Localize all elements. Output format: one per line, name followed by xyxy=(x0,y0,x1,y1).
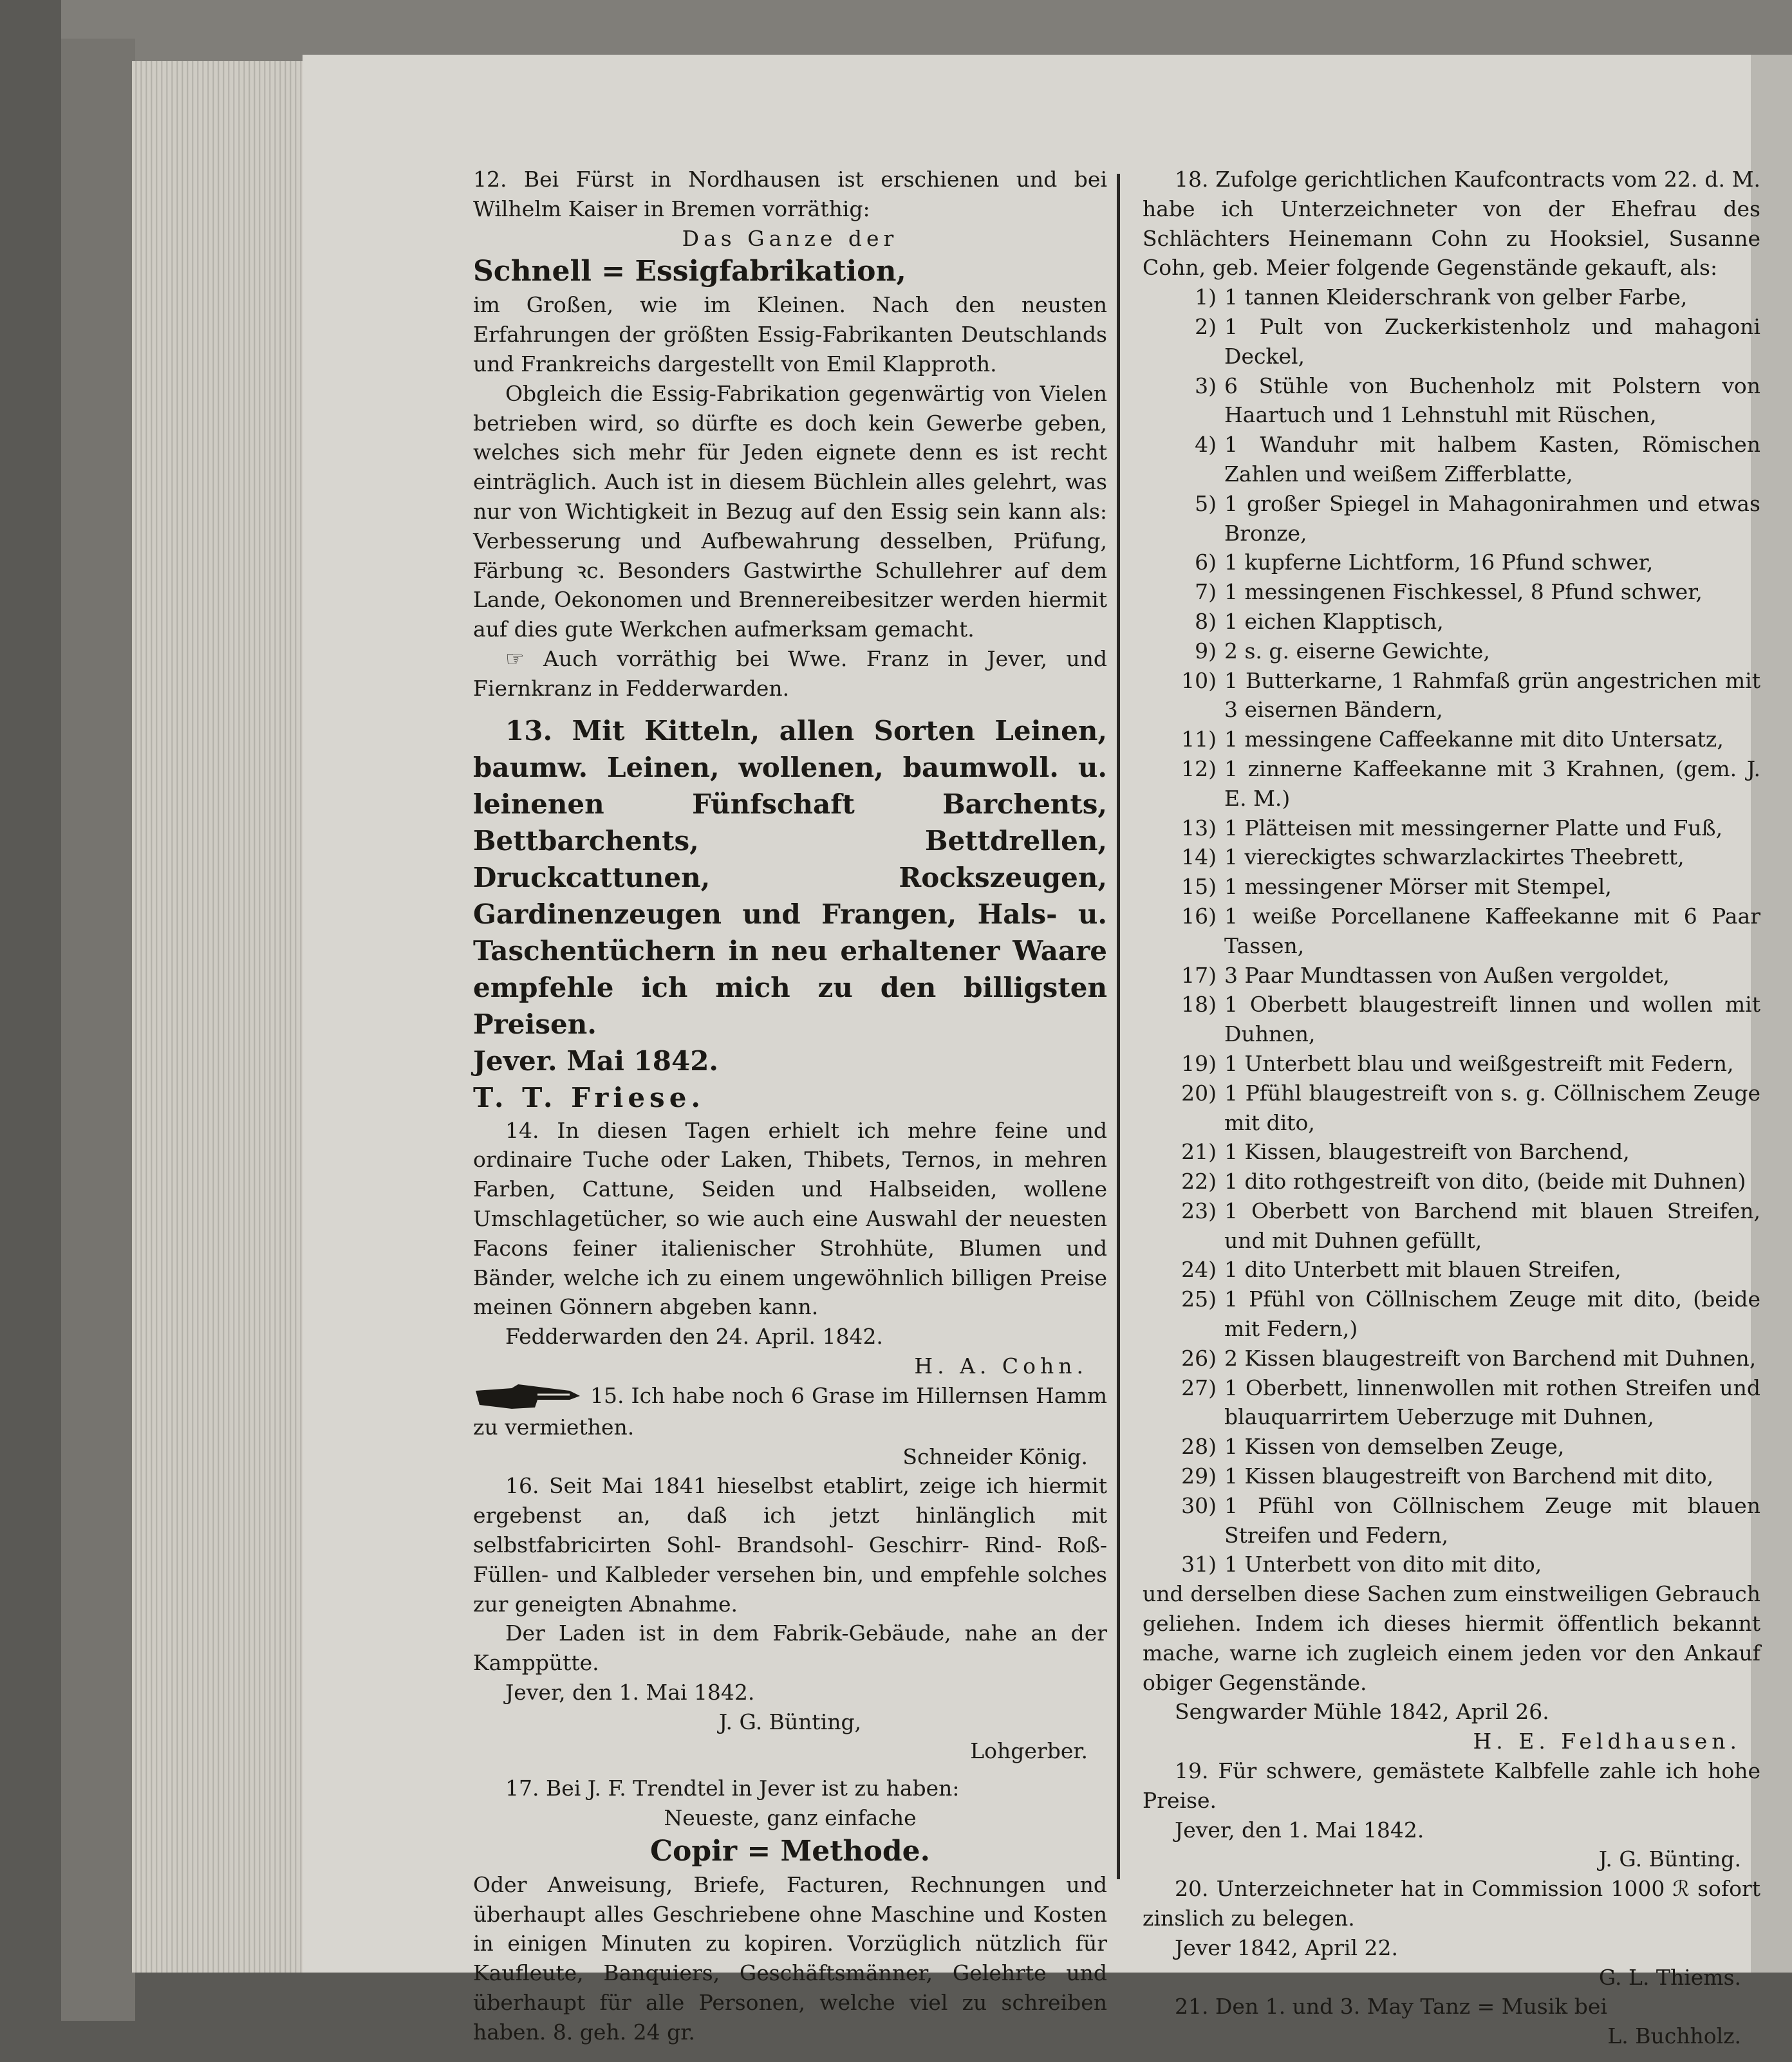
item-number: 13) xyxy=(1181,815,1217,841)
item-number: 23) xyxy=(1181,1198,1217,1223)
ad-16-signature: J. G. Bünting, xyxy=(718,1709,862,1734)
ad-16-role: Lohgerber. xyxy=(970,1738,1088,1764)
item-number: 2) xyxy=(1195,313,1217,339)
item-text: 1 eichen Klapptisch, xyxy=(1224,608,1444,634)
item-text: 1 weiße Porcellanene Kaffeekanne mit 6 Paar Tassen, xyxy=(1224,903,1760,958)
item-number: 14) xyxy=(1181,844,1217,870)
list-item xyxy=(1143,990,1760,1049)
list-item xyxy=(1143,1432,1760,1462)
ad-18-place: Sengwarder Mühle 1842, April 26. xyxy=(1175,1699,1549,1725)
ad-17-body: Oder Anweisung, Briefe, Facturen, Rechnungen und überhaupt alles Geschriebene ohne Maschine und Kosten in einigen Minuten zu kopiren. Vorzüglich nützlich für Kaufleute, Banquiers, Geschäftsmänner, Gelehrte und überhaupt für alle Personen, welche viel zu schreiben haben. 8. geh. 24 gr. xyxy=(473,1872,1107,2045)
item-text: 3 Paar Mundtassen von Außen vergoldet, xyxy=(1224,962,1670,988)
page-edges xyxy=(132,61,306,1973)
item-number: 26) xyxy=(1181,1345,1217,1371)
item-number: 4) xyxy=(1195,432,1217,458)
list-item xyxy=(1143,636,1760,666)
item-text: 6 Stühle von Buchenholz mit Polstern von Haartuch und 1 Lehnstuhl mit Rüschen, xyxy=(1224,373,1760,428)
item-number: 24) xyxy=(1181,1257,1217,1283)
ad-16-place: Jever, den 1. Mai 1842. xyxy=(505,1679,755,1705)
ad-13-place: Jever. Mai 1842. xyxy=(473,1045,719,1077)
ad-15-text: 15. Ich habe noch 6 Grase im Hillernsen Hamm zu vermiethen. xyxy=(473,1382,1107,1440)
ad-15-body xyxy=(473,1381,1107,1442)
ad-12-body-2: Obgleich die Essig-Fabrikation gegenwärtig von Vielen betrieben wird, so dürfte es doch kein Gewerbe geben, welches sich mehr für Jeden eignete denn es ist recht einträglich. Auch ist in diesem Büchlein alles gelehrt, was nur von Wichtigkeit in Bezug auf den Essig sein kann als: Verbesserung und Aufbewahrung desselben, Prüfung, Färbung ꝛc. Besonders Gastwirthe Schullehrer auf dem Lande, Oekonomen und Brennereibesitzer werden hiermit auf dies gute Werkchen aufmerksam gemacht. xyxy=(473,380,1107,642)
item-number: 6) xyxy=(1195,550,1217,575)
ad-16-body: 16. Seit Mai 1841 hieselbst etablirt, zeige ich hiermit ergebenst an, daß ich jetzt hinlänglich mit selbstfabricirten Sohl- Brandsohl- Geschirr- Rind- Roß- Füllen- und Kalbleder versehen bin, und empfehle solches zur geneigten Abnahme. xyxy=(473,1473,1107,1617)
item-text: 1 Butterkarne, 1 Rahmfaß grün angestrichen mit 3 eisernen Bändern, xyxy=(1224,667,1760,723)
ad-20-place: Jever 1842, April 22. xyxy=(1175,1935,1398,1960)
list-item xyxy=(1143,371,1760,431)
ad-12-body: im Großen, wie im Kleinen. Nach den neusten Erfahrungen der größten Essig-Fabrikanten Deutschlands und Frankreichs dargestellt von Emil Klapproth. xyxy=(473,292,1107,376)
item-text: 1 messingenen Fischkessel, 8 Pfund schwer, xyxy=(1224,579,1703,605)
item-number: 11) xyxy=(1181,727,1217,752)
item-text: 1 Kissen, blaugestreift von Barchend, xyxy=(1224,1139,1630,1165)
item-text: 1 messingener Mörser mit Stempel, xyxy=(1224,874,1612,900)
item-number: 22) xyxy=(1181,1169,1217,1194)
ad-19-signature: J. G. Bünting. xyxy=(1598,1846,1741,1872)
item-number: 21) xyxy=(1181,1139,1217,1165)
ad-15-signature: Schneider König. xyxy=(902,1444,1088,1469)
item-text: 1 zinnerne Kaffeekanne mit 3 Krahnen, (gem. J. E. M.) xyxy=(1224,756,1760,811)
list-item xyxy=(1143,1462,1760,1491)
item-number: 20) xyxy=(1181,1080,1217,1106)
list-item xyxy=(1143,961,1760,990)
right-column xyxy=(1143,165,1760,2051)
item-number: 29) xyxy=(1181,1463,1217,1489)
ad-14-place: Fedderwarden den 24. April. 1842. xyxy=(505,1324,883,1350)
ad-12-note: ☞ Auch vorräthig bei Wwe. Franz in Jever, und Fiernkranz in Fedderwarden. xyxy=(473,646,1107,701)
item-number: 7) xyxy=(1195,579,1217,605)
ad-17-title: Copir = Methode. xyxy=(650,1834,930,1868)
ad-21-signature: L. Buchholz. xyxy=(1607,2023,1741,2049)
ad-18-outro: und derselben diese Sachen zum einstweiligen Gebrauch geliehen. Indem ich dieses hiermit öffentlich bekannt mache, warne ich zugleich einem jeden vor den Ankauf obiger Gegenstände. xyxy=(1143,1581,1760,1695)
item-text: 1 messingene Caffeekanne mit dito Untersatz, xyxy=(1224,727,1724,752)
item-number: 30) xyxy=(1181,1492,1217,1518)
item-number: 27) xyxy=(1181,1375,1217,1400)
ad-18-signature: H. E. Feldhausen. xyxy=(1473,1729,1741,1754)
list-item xyxy=(1143,725,1760,754)
item-number: 9) xyxy=(1195,638,1217,664)
list-item xyxy=(1143,1196,1760,1256)
ad-14-body: 14. In diesen Tagen erhielt ich mehre feine und ordinaire Tuche oder Laken, Thibets, Ternos, in mehren Farben, Cattune, Seiden und Halbseiden, wollene Umschlagetücher, so wie auch eine Auswahl der neuesten Facons feiner italienischer Strohhüte, Blumen und Bänder, welche ich zu einem ungewöhnlich billigen Preise meinen Gönnern abgeben kann. xyxy=(473,1117,1107,1320)
item-text: 1 dito rothgestreift von dito, (beide mit Duhnen) xyxy=(1224,1169,1746,1194)
list-item xyxy=(1143,489,1760,548)
ad-13-signature: T. T. Friese. xyxy=(473,1081,705,1113)
list-item xyxy=(1143,1255,1760,1285)
ad-21-body: 21. Den 1. und 3. May Tanz = Musik bei xyxy=(1175,1994,1607,2020)
list-item xyxy=(1143,1167,1760,1196)
list-item xyxy=(1143,1550,1760,1579)
item-text: 1 Kissen von demselben Zeuge, xyxy=(1224,1434,1565,1460)
left-column xyxy=(473,165,1107,2047)
item-text: 1 Pult von Zuckerkistenholz und mahagoni Deckel, xyxy=(1224,313,1760,369)
item-number: 5) xyxy=(1195,490,1217,516)
item-text: 1 viereckigtes schwarzlackirtes Theebrett, xyxy=(1224,844,1685,870)
item-text: 1 Pfühl von Cöllnischem Zeuge mit blauen Streifen und Federn, xyxy=(1224,1492,1760,1548)
ad-17-line: Neueste, ganz einfache xyxy=(664,1805,917,1831)
list-item xyxy=(1143,1491,1760,1550)
item-number: 8) xyxy=(1195,608,1217,634)
ad-12-title: Schnell = Essigfabrikation, xyxy=(473,255,906,288)
ad-17-intro: 17. Bei J. F. Trendtel in Jever ist zu haben: xyxy=(505,1776,960,1801)
ad-12-intro: 12. Bei Fürst in Nordhausen ist erschienen und bei Wilhelm Kaiser in Bremen vorräthig: xyxy=(473,167,1107,221)
item-text: 1 dito Unterbett mit blauen Streifen, xyxy=(1224,1257,1621,1283)
item-number: 12) xyxy=(1181,756,1217,781)
item-number: 19) xyxy=(1181,1050,1217,1076)
item-text: 1 Unterbett blau und weißgestreift mit Federn, xyxy=(1224,1050,1734,1076)
item-number: 16) xyxy=(1181,903,1217,929)
item-text: 1 Unterbett von dito mit dito, xyxy=(1224,1552,1542,1577)
list-item xyxy=(1143,577,1760,607)
book-cover-spine xyxy=(61,39,135,2021)
item-text: 1 Pfühl von Cöllnischem Zeuge mit dito, (beide mit Federn,) xyxy=(1224,1286,1760,1342)
item-text: 1 Oberbett, linnenwollen mit rothen Streifen und blauquarrirtem Ueberzuge mit Duhnen, xyxy=(1224,1375,1760,1430)
item-list xyxy=(1143,283,1760,1579)
item-number: 25) xyxy=(1181,1286,1217,1312)
ad-20-signature: G. L. Thiems. xyxy=(1598,1964,1741,1990)
list-item xyxy=(1143,872,1760,902)
ad-19-place: Jever, den 1. Mai 1842. xyxy=(1175,1817,1424,1843)
item-number: 10) xyxy=(1181,667,1217,693)
ad-12-line: Das Ganze der xyxy=(682,225,899,251)
list-item xyxy=(1143,607,1760,636)
item-text: 1 Kissen blaugestreift von Barchend mit dito, xyxy=(1224,1463,1714,1489)
ad-18-intro: 18. Zufolge gerichtlichen Kaufcontracts vom 22. d. M. habe ich Unterzeichneter von der Ehefrau des Schlächters Heinemann Cohn zu Hooksiel, Susanne Cohn, geb. Meier folgende Gegenstände gekauft, als: xyxy=(1143,167,1760,281)
list-item xyxy=(1143,430,1760,489)
list-item xyxy=(1143,548,1760,577)
item-text: 1 Pfühl blaugestreift von s. g. Cöllnischem Zeuge mit dito, xyxy=(1224,1080,1760,1135)
item-text: 2 Kissen blaugestreift von Barchend mit Duhnen, xyxy=(1224,1345,1757,1371)
item-number: 17) xyxy=(1181,962,1217,988)
item-text: 1 kupferne Lichtform, 16 Pfund schwer, xyxy=(1224,550,1654,575)
column-rule xyxy=(1117,174,1120,1879)
ad-14-signature: H. A. Cohn. xyxy=(914,1353,1088,1379)
item-number: 18) xyxy=(1181,992,1217,1017)
list-item xyxy=(1143,312,1760,371)
list-item xyxy=(1143,1049,1760,1079)
list-item xyxy=(1143,1344,1760,1373)
item-number: 28) xyxy=(1181,1434,1217,1460)
item-text: 1 Plätteisen mit messingerner Platte und Fuß, xyxy=(1224,815,1723,841)
list-item xyxy=(1143,754,1760,813)
item-text: 2 s. g. eiserne Gewichte, xyxy=(1224,638,1490,664)
pointing-hand-icon xyxy=(473,1382,583,1413)
item-number: 1) xyxy=(1195,284,1217,310)
list-item xyxy=(1143,283,1760,312)
item-number: 31) xyxy=(1181,1552,1217,1577)
item-number: 15) xyxy=(1181,874,1217,900)
item-text: 1 Oberbett von Barchend mit blauen Streifen, und mit Duhnen gefüllt, xyxy=(1224,1198,1760,1253)
ad-20-body: 20. Unterzeichneter hat in Commission 1000 ℛ sofort zinslich zu belegen. xyxy=(1143,1876,1760,1931)
item-text: 1 Wanduhr mit halbem Kasten, Römischen Zahlen und weißem Zifferblatte, xyxy=(1224,432,1760,487)
item-text: 1 Oberbett blaugestreift linnen und wollen mit Duhnen, xyxy=(1224,992,1760,1047)
list-item xyxy=(1143,666,1760,725)
list-item xyxy=(1143,1285,1760,1344)
list-item xyxy=(1143,902,1760,961)
ad-13-body: 13. Mit Kitteln, allen Sorten Leinen, baumw. Leinen, wollenen, baumwoll. u. leinenen Fünfschaft Barchents, Bettbarchents, Bettdrellen, Druckcattunen, Rockszeugen, Gardinenzeugen und Frangen, Hals- u. Taschentüchern in neu erhaltener Waare empfehle ich mich zu den billigsten Preisen. xyxy=(473,714,1107,1040)
ad-16-body-2: Der Laden ist in dem Fabrik-Gebäude, nahe an der Kamppütte. xyxy=(473,1621,1107,1676)
list-item xyxy=(1143,842,1760,872)
ad-19-body: 19. Für schwere, gemästete Kalbfelle zahle ich hohe Preise. xyxy=(1143,1758,1760,1813)
list-item xyxy=(1143,1137,1760,1167)
item-number: 3) xyxy=(1195,373,1217,398)
item-text: 1 tannen Kleiderschrank von gelber Farbe, xyxy=(1224,284,1688,310)
item-text: 1 großer Spiegel in Mahagonirahmen und etwas Bronze, xyxy=(1224,490,1760,546)
list-item xyxy=(1143,1079,1760,1138)
list-item xyxy=(1143,813,1760,843)
list-item xyxy=(1143,1373,1760,1433)
